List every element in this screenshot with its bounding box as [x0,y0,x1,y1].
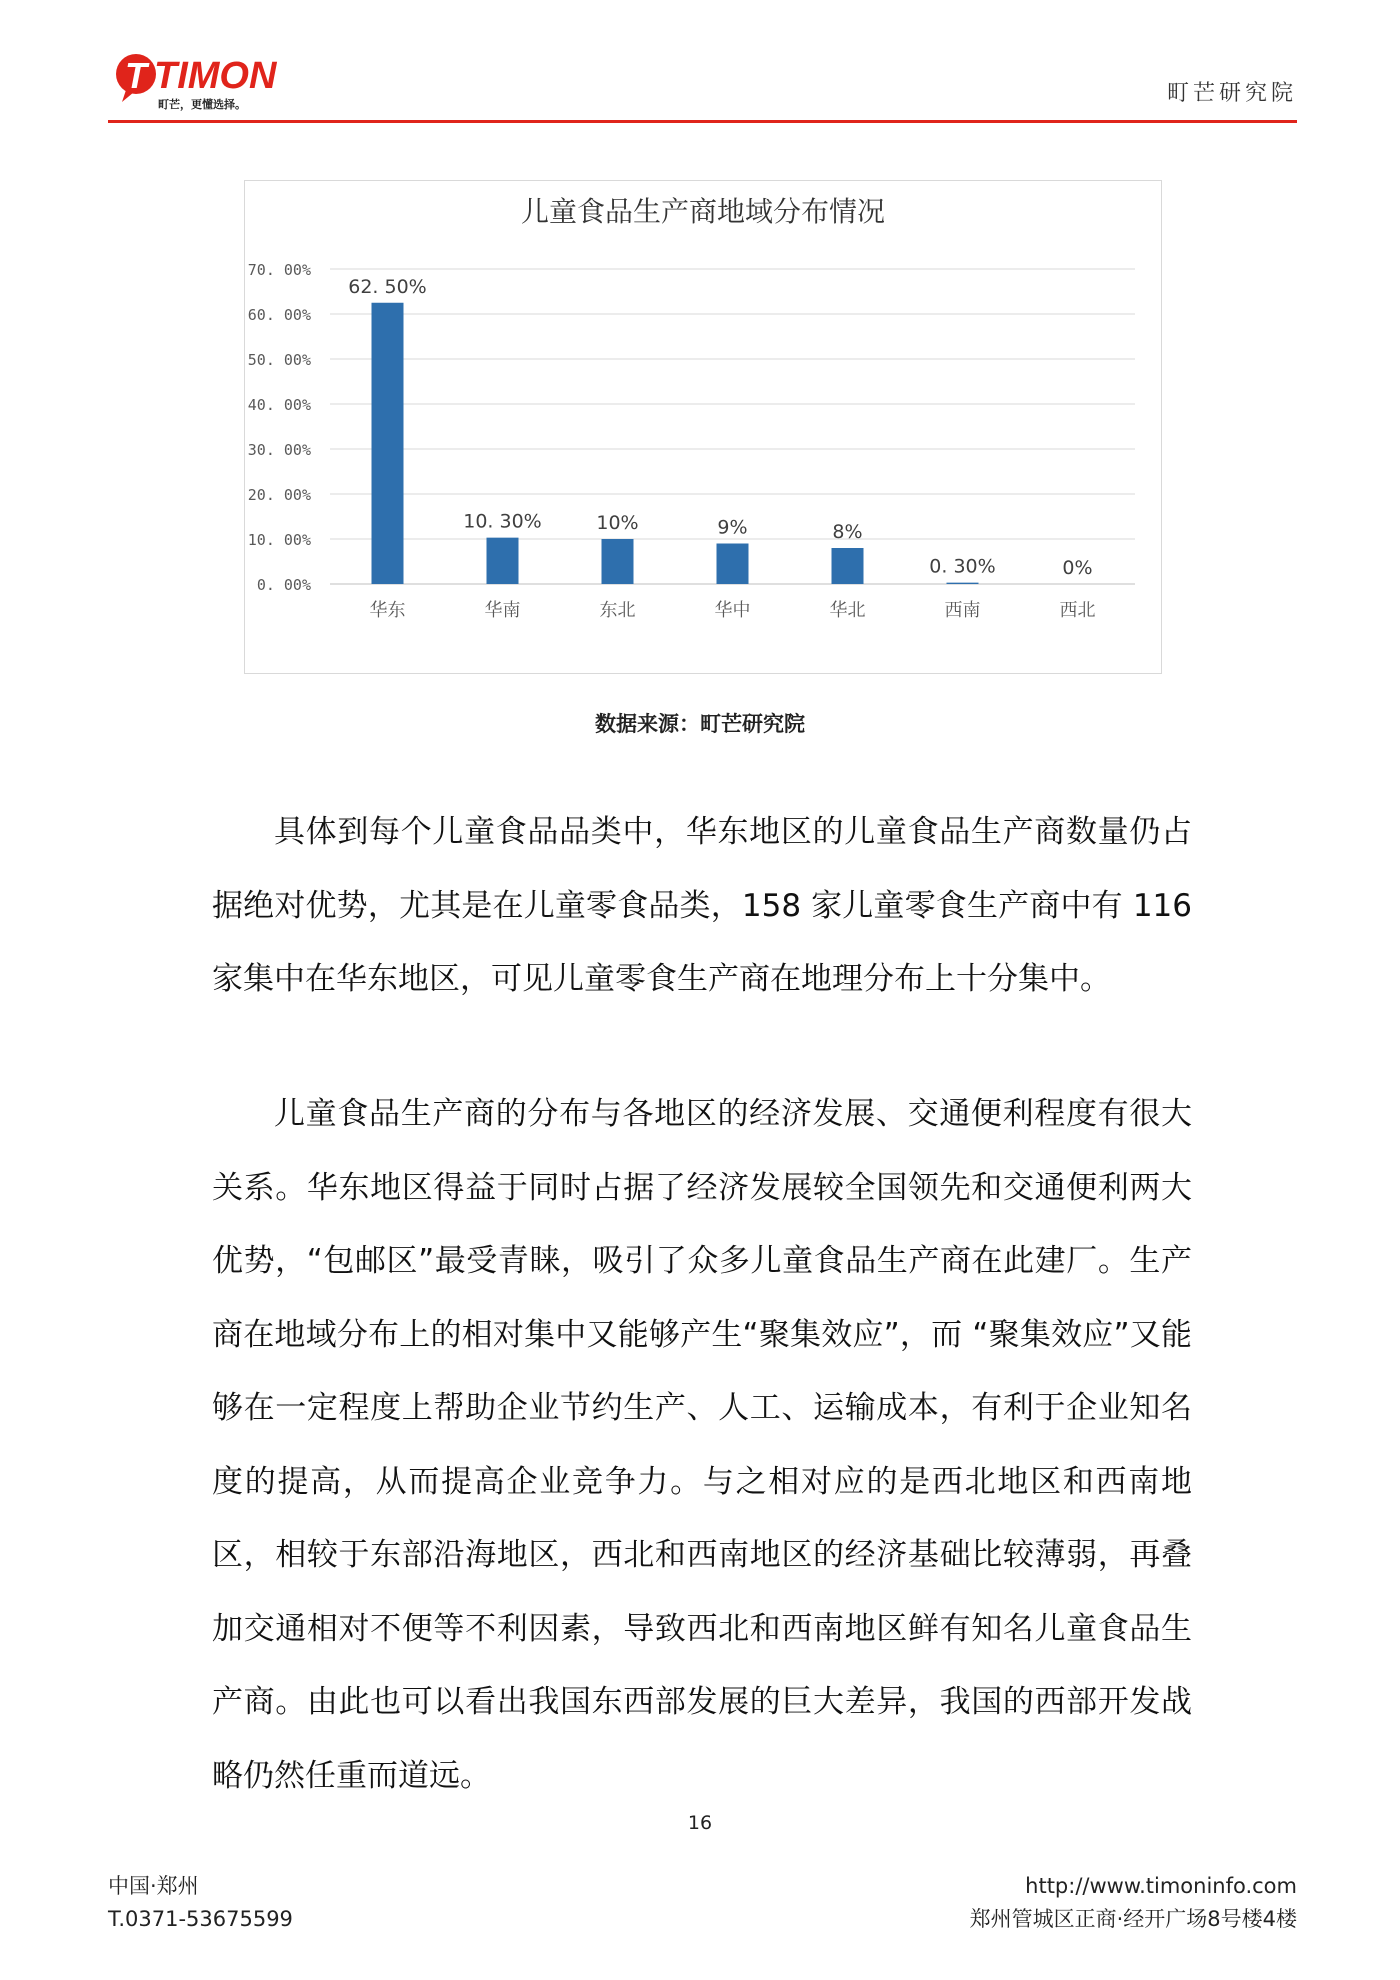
page-number: 16 [687,1812,713,1834]
footer-address-block [970,1870,1297,1936]
footer-contact [108,1870,293,1936]
y-tick-label: 20. 00% [247,486,311,504]
header-divider [108,120,1297,123]
y-tick-label: 50. 00% [247,351,311,369]
category-label: 西南 [944,600,981,621]
bar-华北 [832,548,864,584]
logo-wordmark: TIMON [154,55,277,97]
data-label: 0% [1062,557,1093,579]
category-label: 东北 [599,600,636,621]
bar-华南 [487,538,519,584]
y-tick-label: 60. 00% [247,306,311,324]
data-label: 62. 50% [348,275,427,298]
data-label: 8% [832,521,863,543]
bar-西南 [947,583,979,584]
chart-title: 儿童食品生产商地域分布情况 [520,195,886,228]
data-label: 9% [717,516,748,539]
logo-slogan: 町芒，更懂选择。 [158,98,246,111]
category-label: 西北 [1059,600,1096,621]
data-label: 0. 30% [929,555,996,578]
category-label: 华中 [714,600,751,621]
footer-city: 中国·郑州 [108,1874,199,1898]
y-tick-label: 70. 00% [247,261,311,279]
timon-logo [108,44,318,114]
y-tick-label: 30. 00% [247,441,311,459]
category-label: 华北 [829,600,866,621]
category-label: 华南 [484,600,521,621]
footer-website[interactable]: http://www.timoninfo.com [1025,1874,1297,1898]
bar-chart [244,180,1162,674]
data-source-caption: 数据来源：町芒研究院 [595,712,805,736]
bar-东北 [602,539,634,584]
svg-text:T: T [125,55,147,96]
y-tick-label: 10. 00% [247,531,311,549]
y-tick-label: 40. 00% [247,396,311,414]
bar-华中 [717,544,749,585]
footer-phone: T.0371-53675599 [108,1907,293,1931]
header-institute: 町芒研究院 [1166,81,1297,106]
body-paragraph-1: 具体到每个儿童食品品类中，华东地区的儿童食品生产商数量仍占据绝对优势，尤其是在儿童零食品类，158 家儿童零食生产商中有 116 家集中在华东地区，可见儿童零食生产商在地理分布上十分集中。 [212,814,1192,997]
category-label: 华东 [369,600,406,621]
bar-华东 [372,303,404,584]
data-label: 10. 30% [463,510,542,533]
body-paragraph-2: 儿童食品生产商的分布与各地区的经济发展、交通便利程度有很大关系。华东地区得益于同时占据了经济发展较全国领先和交通便利两大优势，“包邮区”最受青睐，吸引了众多儿童食品生产商在此建厂。生产商在地域分布上的相对集中又能够产生“聚集效应”，而 “聚集效应”又能够在一定程度上帮助企业节约生产、人工、运输成本，有利于企业知名度的提高，从而提高企业竞争力。与之相对应的是西北地区和西南地区，相较于东部沿海地区，西北和西南地区的经济基础比较薄弱，再叠加交通相对不便等不利因素，导致西北和西南地区鲜有知名儿童食品生产商。由此也可以看出我国东西部发展的巨大差异，我国的西部开发战略仍然任重而道远。 [212,1096,1192,1794]
footer-address: 郑州管城区正商·经开广场8号楼4楼 [969,1907,1297,1931]
y-tick-label: 0. 00% [256,576,311,594]
data-label: 10% [596,512,639,534]
